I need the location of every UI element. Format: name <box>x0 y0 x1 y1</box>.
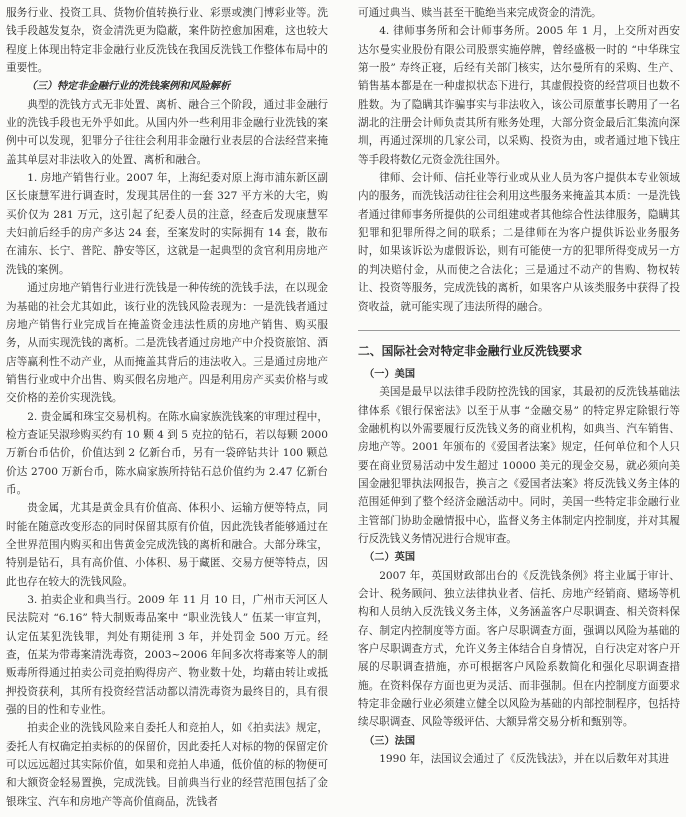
paragraph-intro: 典型的洗钱方式无非处置、离析、融合三个阶段，通过非金融行业的洗钱手段也无外乎如此。从国内外一些利用非金融行业洗钱的案例中可以发现，犯罪分子往往会利用非金融行业表层的合法经营来掩盖其单层对非法收入的处置、离析和融合。 <box>6 98 328 166</box>
right-column <box>358 4 680 768</box>
paragraph-precious-metals-risk: 贵金属，尤其是黄金具有价值高、体积小、运输方便等特点，同时能在随意改变形态的同时保留其原有价值，因此洗钱者能够通过在全世界范围内购买和出售黄金完成洗钱的离析和融合。大部分珠宝，特别是钻石，具有高价值、小体积、易于藏匿、交易方便等特点，因此也存在较大的洗钱风险。 <box>6 502 328 588</box>
paragraph-uk: 2007 年，英国财政部出台的《反洗钱条例》将主业属于审计、会计、税务顾问、独立法律执业者、信托、房地产经销商、赌场等机构和人员纳入反洗钱义务主体，义务涵盖客户尽职调查、相关资料保存、制定内控制度等方面。客户尽职调查方面，强调以风险为基础的客户尽职调查方式，允许义务主体结合自身情况，自行决定对客户开展的尽职调查措施，亦可根据客户风险系数简化和强化尽职调查措施。在资料保存方面也更为灵活、而非强制。但在内控制度方面要求特定非金融行业必须建立健全以风险为基础的内部控制程序，包括持续尽职调查、风险等级评估、大额异常交易分析和甄别等。 <box>358 569 680 729</box>
paragraph-law-firm-risk: 律师、会计师、信托业等行业或从业人员为客户提供本专业领域内的服务，而洗钱活动往往会利用这些服务来掩盖其本质：一是洗钱者通过律师事务所提供的公司组建或者其他综合性法律服务，隐瞒其犯罪和犯罪所得之间的联系；二是律师在为客户提供诉讼业务服务时，如果该诉讼为虚假诉讼，则有可能使一方的犯罪所得变成另一方的判决赔付金，从而使之合法化；三是通过不动产的售购、物权转让、投资等服务，完成洗钱的离析，如果客户从该类服务中获得了投资收益，就可能实现了违法所得的融合。 <box>358 172 680 313</box>
paragraph-continued: 可通过典当、赎当甚至干脆绝当来完成资金的清洗。 <box>358 7 602 19</box>
heading-france: （三）法国 <box>364 734 416 747</box>
left-column <box>6 4 328 811</box>
paragraph-auction-case: 3. 拍卖企业和典当行。2009 年 11 月 10 日，广州市天河区人民法院对 “6.16” 特大制贩毒品案中 “职业洗钱人” 伍某一审宣判，认定伍某犯洗钱罪，判处有期徒刑 3 年，并处罚金 500 万元。经查，伍某为带毒案清洗毒资，2003~2006 年间多次将毒案等人的制贩毒所得通过拍卖公司竞拍购得房产、物业数十处，均藉由转让或抵押投资获利，其所有投资经营活动都以清洗毒资为最终目的，具有很强的目的性和专业性。 <box>6 594 328 717</box>
paragraph-auction-risk: 拍卖企业的洗钱风险来自委托人和竞拍人，如《拍卖法》规定，委托人有权确定拍卖标的的保留价，因此委托人对标的物的保留定价可以远远超过其实际价值，如果和竞拍人串通，低价值的标的物便可和大额资金轻易置换，完成洗钱。目前典当行业的经营范围包括了金银珠宝、汽车和房地产等高价值商品，洗钱者 <box>6 722 328 808</box>
heading-usa: （一）美国 <box>364 367 416 380</box>
paragraph-real-estate-case: 1. 房地产销售行业。2007 年，上海纪委对原上海市浦东新区副区长康慧军进行调查时，发现其居住的一套 327 平方米的大宅，购买价仅为 281 万元，这引起了纪委人员的注意，经查后发现康慧军夫妇前后经手的房产多达 24 套，至案发时的实际拥有 14 套，散布在浦东、长宁、普陀、静安等区，这就是一起典型的贪官利用房地产洗钱的案例。 <box>6 172 328 276</box>
paragraph-usa: 美国是最早以法律手段防控洗钱的国家，其最初的反洗钱基础法律体系《银行保密法》以至于从事 “金融交易” 的特定界定除银行等金融机构以外需要履行反洗钱义务的商业机构，如典当、汽车销售、房地产等。2001 年颁布的《爱国者法案》规定，任何单位和个人只要在商业贸易活动中发生超过 10000 美元的现金交易，就必须向美国金融犯罪执法网报告，换言之《爱国者法案》将反洗钱义务主体的范围延伸到了整个经济金融活动中。同时，美国一些特定非金融行业主管部门协助金融情报中心，监督义务主体制定内控制度，并对其履行反洗钱义务情况进行合规审查。 <box>358 386 680 545</box>
paragraph-continued: 服务行业、投资工具、货物价值转换行业、彩票或澳门博彩业等。洗钱手段越发复杂，资金清洗更为隐蔽，案件防控愈加困难，这也较大程度上体现出特定非金融行业反洗钱在我国反洗钱工作整体布局中的重要性。 <box>6 7 328 75</box>
paragraph-real-estate-risk: 通过房地产销售行业进行洗钱是一种传统的洗钱手法，在以现金为基础的社会尤其如此，该行业的洗钱风险表现为：一是洗钱者通过房地产销售行业完成旨在掩盖资金违法性质的房地产销售、购买服务，从而实现洗钱的离析。二是洗钱者通过房地产中介投资旅馆、酒店等赢利性不动产业，从而掩盖其背后的违法收入。三是通过房地产销售行业或中介出售、购买假名房地产。四是利用房产买卖价格与或交价格的差价实现洗钱。 <box>6 282 328 405</box>
paragraph-france: 1990 年，法国议会通过了《反洗钱法》，并在以后数年对其进 <box>379 753 670 766</box>
paragraph-precious-metals-case: 2. 贵金属和珠宝交易机构。在陈水扁家族洗钱案的审理过程中，检方查证吴淑珍购买约有 10 颗 4 到 5 克拉的钻石，若以每颗 2000 万新台币估价，价值达到 2 亿新台币，另有一袋碎钻共计 100 颗总价达 2700 万新台币，陈水扁家族所持钻石总价值约为 2.47 亿新台币。 <box>6 410 328 496</box>
heading-uk: （二）英国 <box>364 551 416 564</box>
section-heading: 二、国际社会对特定非金融行业反洗钱要求 <box>358 330 680 361</box>
subsection-heading: （三）特定非金融行业的洗钱案例和风险解析 <box>26 80 231 93</box>
paragraph-law-firm-case: 4. 律师事务所和会计师事务所。2005 年 1 月，上交所对西安达尔曼实业股份有限公司股票实施停牌，曾经盛极一时的 “中华珠宝第一股” 寿终正寝，后经有关部门核实，达尔曼所有的采购、生产、销售基本都是在一种虚拟状态下进行，其虚假投资的经营项目也数不胜数。为了隐瞒其诈骗事实与非法收入，该公司原董事长聘用了一名湖北的注册会计师负责其所有账务处理，大部分资金最后汇集流向深圳，再通过深圳的几家公司，以采购、投资为由，或者通过地下钱庄等手段将数亿元资金洗往国外。 <box>358 25 680 166</box>
